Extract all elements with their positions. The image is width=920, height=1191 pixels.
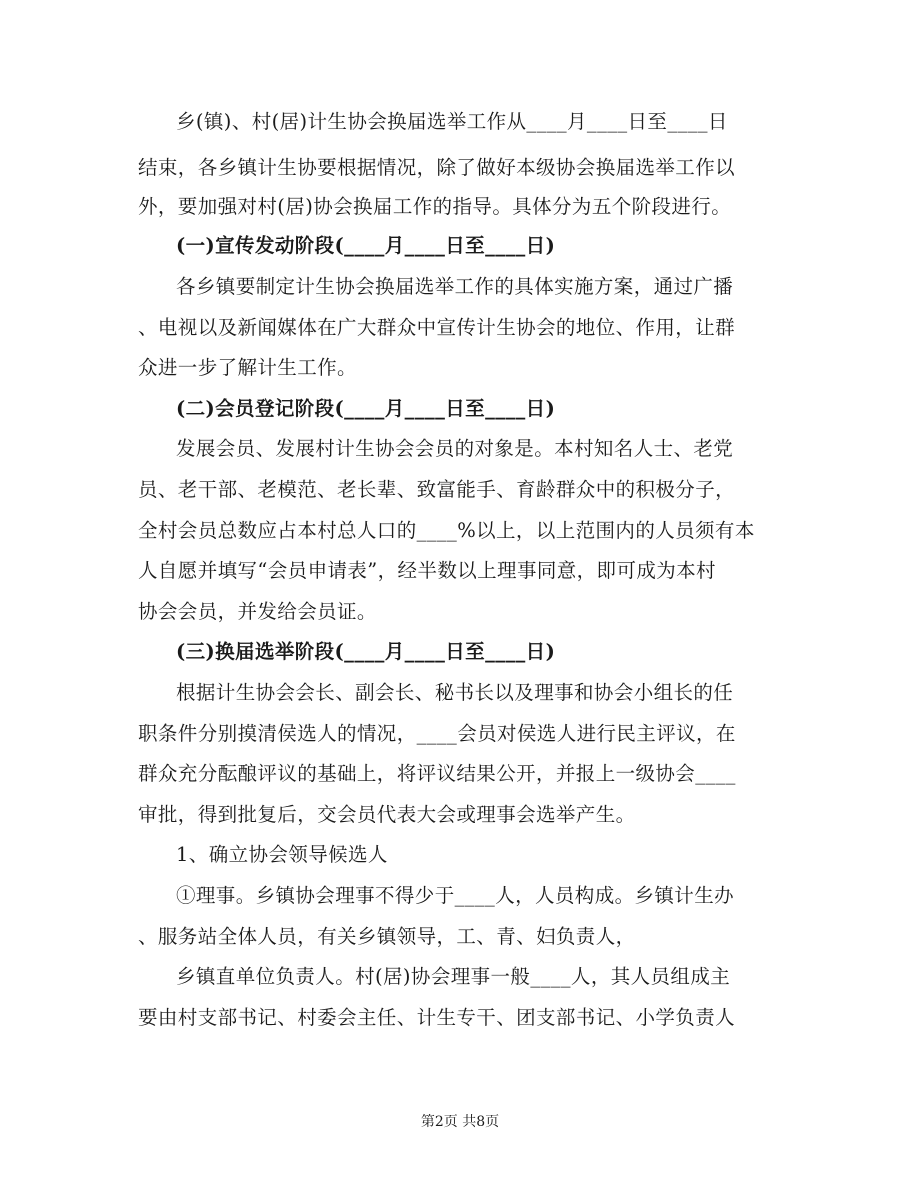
paragraph-line: 众进一步了解计生工作。 <box>138 356 357 379</box>
section-heading: (二)会员登记阶段(____月____日至____日) <box>176 397 556 420</box>
section-heading: (三)换届选举阶段(____月____日至____日) <box>176 640 556 663</box>
paragraph-line: 发展会员、发展村计生协会会员的对象是。本村知名人士、老党 <box>176 437 734 460</box>
paragraph-line: 协会会员，并发给会员证。 <box>138 600 377 623</box>
paragraph-line: 、电视以及新闻媒体在广大群众中宣传计生协会的地位、作用，让群 <box>138 316 736 339</box>
paragraph-line: 、服务站全体人员，有关乡镇领导，工、青、妇负责人， <box>138 925 636 948</box>
paragraph-line: 群众充分酝酿评议的基础上，将评议结果公开，并报上一级协会____ <box>138 762 736 785</box>
paragraph-line: 要由村支部书记、村委会主任、计生专干、团支部书记、小学负责人 <box>138 1006 736 1029</box>
section-heading: (一)宣传发动阶段(____月____日至____日) <box>176 234 556 257</box>
paragraph-line: 乡镇直单位负责人。村(居)协会理事一般____人，其人员组成主 <box>176 965 731 988</box>
paragraph-line: 员、老干部、老模范、老长辈、致富能手、育龄群众中的积极分子， <box>138 478 736 501</box>
paragraph-line: 乡(镇)、村(居)计生协会换届选举工作从____月____日至____日 <box>176 110 728 133</box>
page-number: 第2页 共8页 <box>420 1114 500 1130</box>
paragraph-line: 职条件分别摸清侯选人的情况，____会员对侯选人进行民主评议，在 <box>138 722 736 745</box>
paragraph-line: 外，要加强对村(居)协会换届工作的指导。具体分为五个阶段进行。 <box>138 195 732 218</box>
subsection-heading: 1、确立协会领导候选人 <box>176 843 388 866</box>
paragraph-line: 全村会员总数应占本村总人口的____%以上，以上范围内的人员须有本 <box>138 519 755 542</box>
paragraph-line: ①理事。乡镇协会理事不得少于____人，人员构成。乡镇计生办 <box>176 884 735 907</box>
paragraph-line: 结束，各乡镇计生协要根据情况，除了做好本级协会换届选举工作以 <box>138 156 736 179</box>
paragraph-line: 各乡镇要制定计生协会换届选举工作的具体实施方案，通过广播 <box>176 275 734 298</box>
paragraph-line: 根据计生协会会长、副会长、秘书长以及理事和协会小组长的任 <box>176 681 734 704</box>
paragraph-line: 人自愿并填写“会员申请表”，经半数以上理事同意，即可成为本村 <box>138 559 716 582</box>
paragraph-line: 审批，得到批复后，交会员代表大会或理事会选举产生。 <box>138 803 636 826</box>
